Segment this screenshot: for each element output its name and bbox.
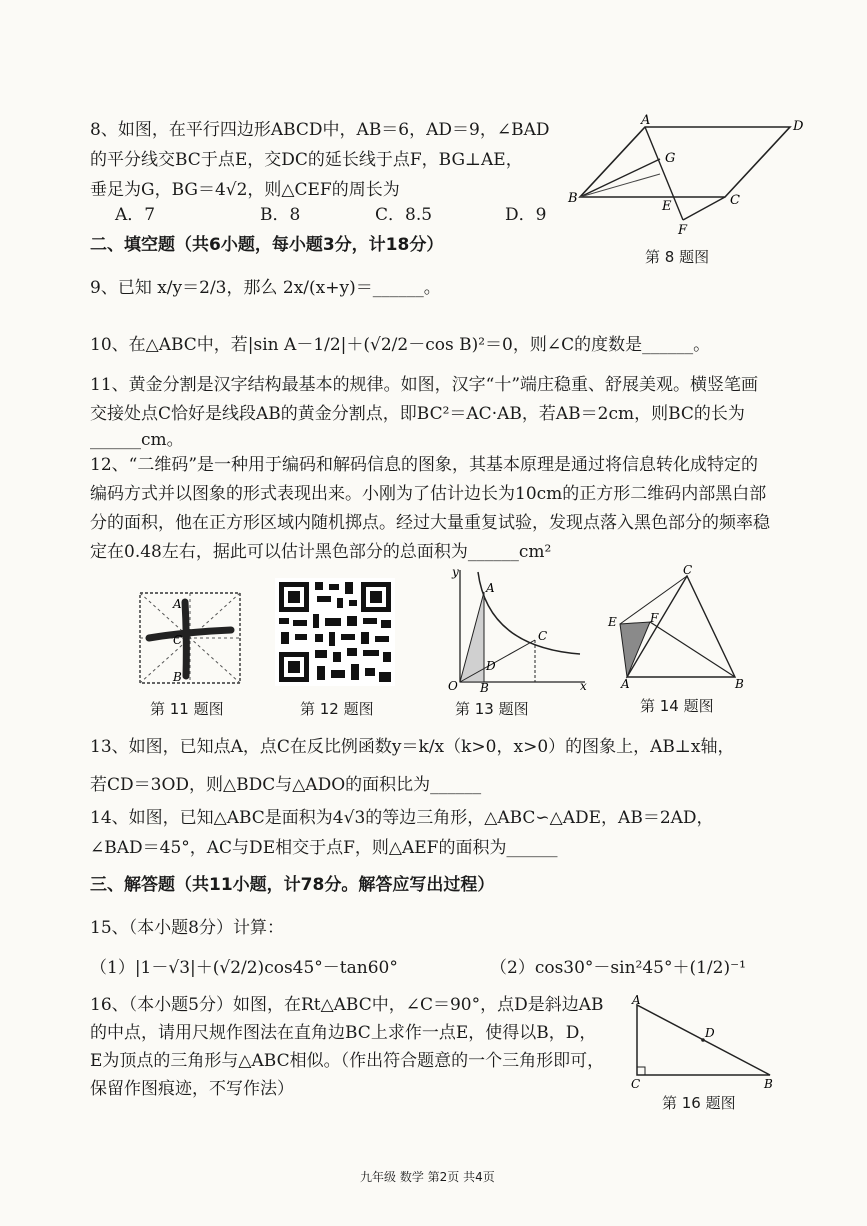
f13-label-a: A <box>486 581 495 595</box>
q11-figure <box>135 588 245 688</box>
label-a: A <box>641 113 651 128</box>
q10: 10、在△ABC中，若|sin A－1/2|＋(√2/2－cos B)²＝0，则∠C的度数是______。 <box>90 335 711 355</box>
f14-label-e: E <box>608 615 617 629</box>
q12-caption: 第 12 题图 <box>300 700 374 718</box>
f16-label-b: B <box>764 1077 773 1090</box>
label-c: C <box>730 193 740 208</box>
f16-label-c: C <box>631 1077 641 1090</box>
q12-line2: 编码方式并以图象的形式表现出来。小刚为了估计边长为10cm的正方形二维码内部黑白部 <box>90 484 767 504</box>
q13-caption: 第 13 题图 <box>455 700 529 718</box>
q14-caption: 第 14 题图 <box>640 697 714 715</box>
f16-label-d: D <box>705 1026 715 1040</box>
q11-line2: 交接处点C恰好是线段AB的黄金分割点，即BC²＝AC·AB，若AB＝2cm，则BC的长为 <box>90 404 745 424</box>
q16-line3: E为顶点的三角形与△ABC相似。（作出符合题意的一个三角形即可， <box>90 1051 605 1071</box>
f16-label-a: A <box>632 995 641 1007</box>
q16-caption: 第 16 题图 <box>662 1094 736 1112</box>
f13-label-y: y <box>452 565 459 579</box>
q14-figure <box>605 562 755 692</box>
label-f: F <box>678 223 688 237</box>
q8-option-d: D．9 <box>505 205 547 225</box>
q13-line2: 若CD＝3OD，则△BDC与△ADO的面积比为______ <box>90 775 482 795</box>
f11-label-a: A <box>173 597 182 611</box>
q8-line3: 垂足为G，BG＝4√2，则△CEF的周长为 <box>90 180 400 200</box>
q8-option-c: C．8.5 <box>375 205 433 225</box>
f14-label-f: F <box>650 611 659 625</box>
f13-label-d: D <box>486 659 496 673</box>
q14-line2: ∠BAD＝45°，AC与DE相交于点F，则△AEF的面积为______ <box>90 838 558 858</box>
f13-label-o: O <box>448 679 458 692</box>
q13-figure <box>440 562 590 692</box>
q12-line3: 分的面积，他在正方形区域内随机掷点。经过大量重复试验，发现点落入黑色部分的频率稳 <box>90 513 770 533</box>
q16-line2: 的中点，请用尺规作图法在直角边BC上求作一点E，使得以B，D， <box>90 1023 597 1043</box>
f14-label-b: B <box>735 677 744 691</box>
f11-label-b: B <box>173 670 182 684</box>
q8-caption: 第 8 题图 <box>645 248 710 266</box>
q13-line1: 13、如图，已知点A，点C在反比例函数y＝k/x（k>0，x>0）的图象上，AB⊥x轴， <box>90 737 735 757</box>
q8-figure <box>565 112 825 237</box>
f14-label-a: A <box>621 677 630 691</box>
q12-line4: 定在0.48左右，据此可以估计黑色部分的总面积为______cm² <box>90 542 552 562</box>
f13-label-x: x <box>580 679 587 692</box>
q16-line4: 保留作图痕迹，不写作法） <box>90 1079 294 1099</box>
q8-option-a: A．7 <box>115 205 156 225</box>
section2-heading: 二、填空题（共6小题，每小题3分，计18分） <box>90 235 444 255</box>
label-g: G <box>665 151 676 166</box>
q8-option-b: B．8 <box>260 205 301 225</box>
q8-line2: 的平分线交BC于点E，交DC的延长线于点F，BG⊥AE， <box>90 150 523 170</box>
q12-line1: 12、“二维码”是一种用于编码和解码信息的图象，其基本原理是通过将信息转化成特定的 <box>90 455 759 475</box>
q15-title: 15、（本小题8分）计算： <box>90 918 284 938</box>
q16-line1: 16、（本小题5分）如图，在Rt△ABC中，∠C＝90°，点D是斜边AB <box>90 995 604 1015</box>
q11-line1: 11、黄金分割是汉字结构最基本的规律。如图，汉字“十”端庄稳重、舒展美观。横竖笔画 <box>90 375 759 395</box>
q11-caption: 第 11 题图 <box>150 700 224 718</box>
q8-line1: 8、如图，在平行四边形ABCD中，AB＝6，AD＝9，∠BAD <box>90 120 550 140</box>
q9: 9、已知 x/y＝2/3，那么 2x/(x+y)＝______。 <box>90 278 441 298</box>
f13-label-b: B <box>480 681 489 692</box>
q14-line1: 14、如图，已知△ABC是面积为4√3的等边三角形，△ABC∽△ADE，AB＝2AD， <box>90 808 714 828</box>
q15-part1: （1）|1－√3|＋(√2/2)cos45°－tan60° <box>90 958 398 978</box>
f13-label-c: C <box>538 629 548 643</box>
q15-part2: （2）cos30°－sin²45°＋(1/2)⁻¹ <box>490 958 746 978</box>
f11-label-c: C <box>173 633 183 647</box>
label-d: D <box>793 119 804 134</box>
section3-heading: 三、解答题（共11小题，计78分。解答应写出过程） <box>90 875 495 895</box>
q16-figure <box>622 995 782 1090</box>
label-e: E <box>662 199 672 214</box>
q11-line3: ______cm。 <box>90 430 184 450</box>
page-footer: 九年级 数学 第2页 共4页 <box>360 1170 495 1184</box>
label-b: B <box>568 191 578 206</box>
q12-qr-figure <box>275 578 395 686</box>
f14-label-c: C <box>683 563 693 577</box>
